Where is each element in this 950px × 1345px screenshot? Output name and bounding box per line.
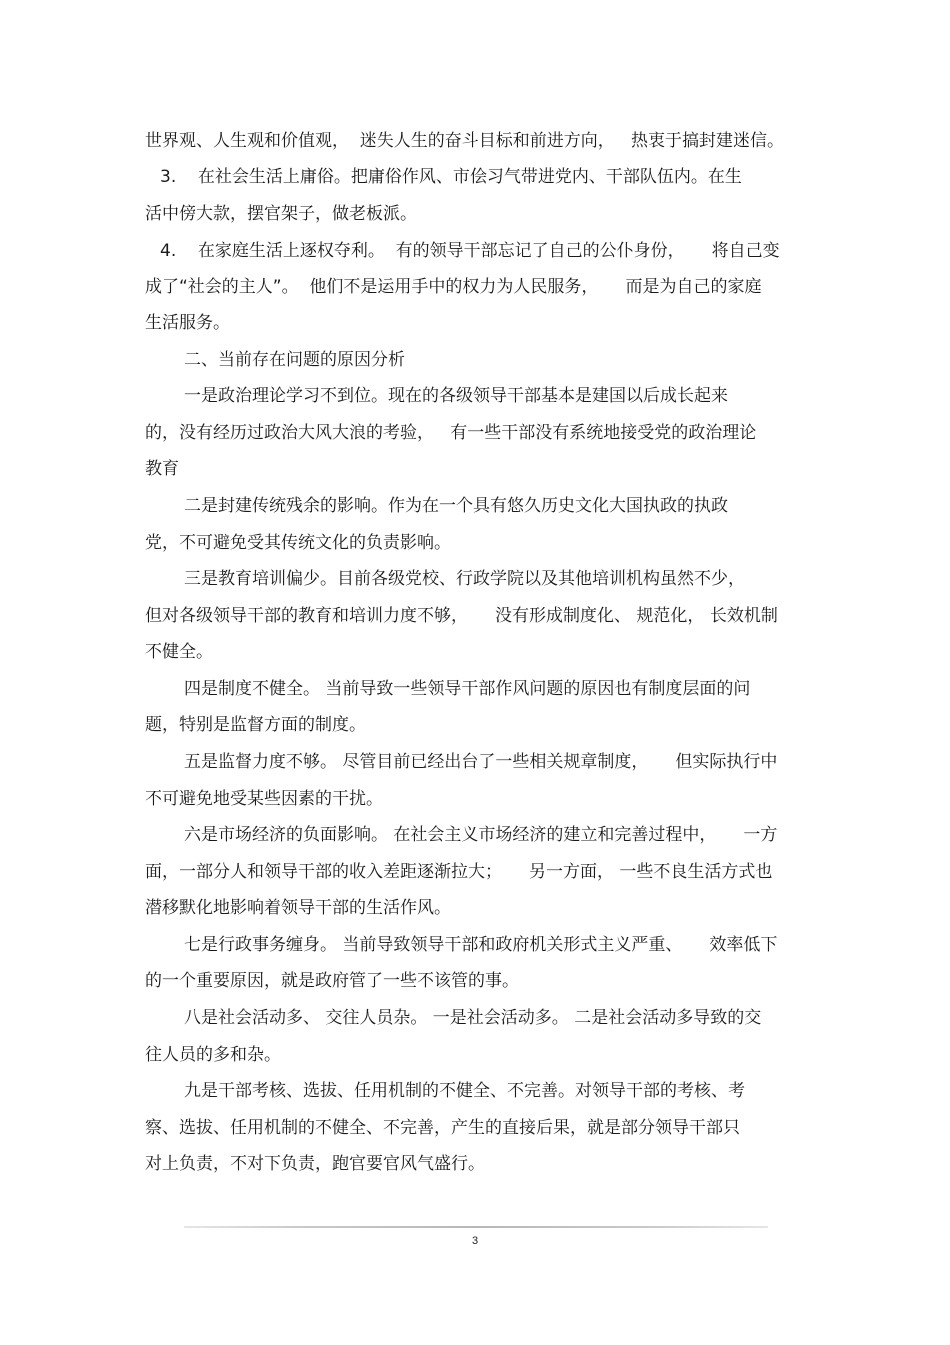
section-heading: 二、当前存在问题的原因分析 [184,350,405,370]
body-text-line: 活中傍大款，摆官架子，做老板派。 [145,204,417,224]
body-text-line: 的，没有经历过政治大风大浪的考验， 有一些干部没有系统地接受党的政治理论 [145,423,757,443]
body-text-line: 党，不可避免受其传统文化的负责影响。 [145,533,451,553]
body-text-line: 四是制度不健全。 当前导致一些领导干部作风问题的原因也有制度层面的问 [184,679,751,699]
body-text-line: 成了“社会的主人”。 他们不是运用手中的权力为人民服务， 而是为自己的家庭 [145,277,762,297]
body-text-line: 的一个重要原因，就是政府管了一些不该管的事。 [145,971,519,991]
page-number: 3 [471,1235,479,1247]
body-text-line: 九是干部考核、选拔、任用机制的不健全、不完善。对领导干部的考核、考 [184,1081,745,1101]
body-text-line: 六是市场经济的负面影响。 在社会主义市场经济的建立和完善过程中， 一方 [184,825,778,845]
body-text-line: 4. 在家庭生活上逐权夺利。 有的领导干部忘记了自己的公仆身份， 将自己变 [160,241,780,261]
body-text-line: 题，特别是监督方面的制度。 [145,715,366,735]
body-text-line: 教育 [145,459,179,479]
body-text-line: 不健全。 [145,642,213,662]
body-text-line: 五是监督力度不够。 尽管目前已经出台了一些相关规章制度， 但实际执行中 [184,752,778,772]
body-text-line: 不可避免地受某些因素的干扰。 [145,789,383,809]
body-text-line: 但对各级领导干部的教育和培训力度不够， 没有形成制度化、 规范化， 长效机制 [145,606,778,626]
body-text-line: 生活服务。 [145,313,230,333]
body-text-line: 往人员的多和杂。 [145,1045,281,1065]
body-text-line: 察、选拔、任用机制的不健全、不完善，产生的直接后果，就是部分领导干部只 [145,1118,740,1138]
body-text-line: 面，一部分人和领导干部的收入差距逐渐拉大； 另一方面， 一些不良生活方式也 [145,862,773,882]
body-text-line: 三是教育培训偏少。目前各级党校、行政学院以及其他培训机构虽然不少， [184,569,745,589]
body-text-line: 对上负责，不对下负责，跑官要官风气盛行。 [145,1154,485,1174]
body-text-line: 3. 在社会生活上庸俗。把庸俗作风、市侩习气带进党内、干部队伍内。在生 [160,167,742,187]
body-text-line: 七是行政事务缠身。 当前导致领导干部和政府机关形式主义严重、 效率低下 [184,935,778,955]
footer-divider [184,1226,768,1228]
body-text-line: 世界观、人生观和价值观， 迷失人生的奋斗目标和前进方向， 热衷于搞封建迷信。 [145,131,785,151]
body-text-line: 二是封建传统残余的影响。作为在一个具有悠久历史文化大国执政的执政 [184,496,728,516]
body-text-line: 八是社会活动多、 交往人员杂。 一是社会活动多。 二是社会活动多导致的交 [184,1008,762,1028]
body-text-line: 潜移默化地影响着领导干部的生活作风。 [145,898,451,918]
body-text-line: 一是政治理论学习不到位。现在的各级领导干部基本是建国以后成长起来 [184,386,728,406]
